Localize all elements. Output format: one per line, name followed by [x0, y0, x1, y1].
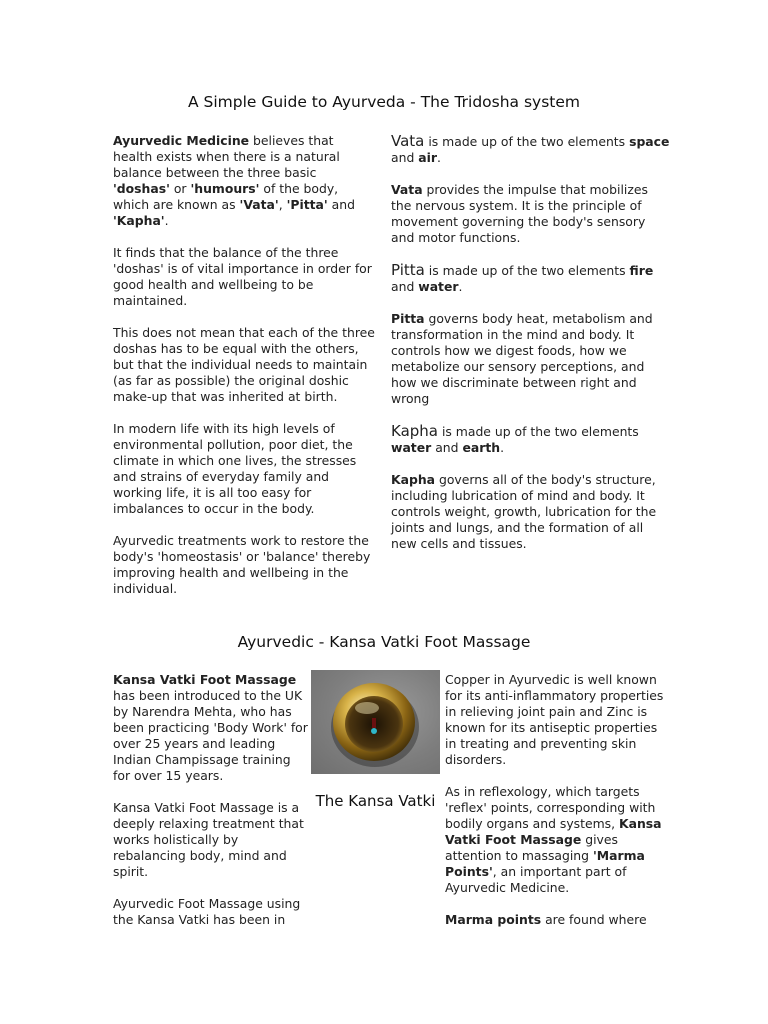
bold-text: 'Kapha'	[113, 213, 165, 228]
vata-description	[391, 182, 671, 246]
text: .	[436, 150, 441, 165]
text: .	[164, 213, 169, 228]
vata-heading	[391, 133, 671, 166]
paragraph-foot-massage: Ayurvedic Foot Massage using the Kansa Vatki has been in	[113, 896, 301, 927]
bold-text: Pitta	[391, 311, 425, 326]
pitta-description	[391, 311, 671, 407]
section-title-kansa-vatki: Ayurvedic - Kansa Vatki Foot Massage	[237, 633, 531, 651]
text: governs all of the body's structure, including lubrication of mind and body. It controls weight, growth, lubrication for the joints and lungs, and the formation of all new cells and tissues.	[391, 472, 657, 551]
text: believes that health exists when there is a natural balance between the three basic	[113, 133, 340, 180]
bold-text: Kansa Vatki Foot Massage	[445, 816, 662, 847]
paragraph-ayurvedic-medicine	[113, 133, 375, 229]
element-water: water	[391, 440, 432, 455]
text: .	[458, 279, 463, 294]
text: are found where	[541, 912, 647, 927]
text: is made up of the two elements	[438, 424, 639, 439]
dosha-name-kapha: Kapha	[391, 422, 438, 440]
bold-text: Kapha	[391, 472, 436, 487]
paragraph-treatments: Ayurvedic treatments work to restore the body's 'homeostasis' or 'balance' thereby improving health and wellbeing in the individual.	[113, 533, 371, 596]
tridosha-left-column	[113, 133, 375, 597]
text: As in reflexology, which targets 'reflex' points, corresponding with bodily organs and systems,	[445, 784, 656, 831]
paragraph-balance: It finds that the balance of the three 'doshas' is of vital importance in order for good health and wellbeing to be maintained.	[113, 245, 372, 308]
element-space: space	[629, 134, 670, 149]
element-water: water	[418, 279, 459, 294]
bold-text: 'Marma Points'	[445, 848, 645, 879]
text: has been introduced to the UK by Narendra Mehta, who has been practicing 'Body Work' for over 25 years and leading Indian Champissage training for over 15 years.	[113, 688, 308, 783]
text: is made up of the two elements	[424, 134, 630, 149]
text: or	[169, 181, 191, 196]
paragraph-relaxing: Kansa Vatki Foot Massage is a deeply relaxing treatment that works holistically by rebalancing body, mind and spirit.	[113, 800, 304, 879]
kansa-left-column	[113, 672, 308, 928]
text: of the body, which are known as	[113, 181, 339, 212]
pitta-heading	[391, 262, 671, 295]
text: gives attention to massaging	[445, 832, 618, 863]
kansa-right-column	[445, 672, 667, 928]
paragraph-introduction	[113, 672, 308, 784]
text: is made up of the two elements	[424, 263, 630, 278]
text: and	[327, 197, 355, 212]
paragraph-reflexology	[445, 784, 667, 896]
bold-text: Ayurvedic Medicine	[113, 133, 250, 148]
text: , an important part of Ayurvedic Medicine.	[445, 864, 627, 895]
bold-text: 'Vata'	[239, 197, 279, 212]
element-earth: earth	[462, 440, 501, 455]
text: and	[431, 440, 463, 455]
paragraph-marma-points	[445, 912, 667, 928]
paragraph-modern-life: In modern life with its high levels of environmental pollution, poor diet, the climate in which one lives, the stresses and strains of everyday family and working life, it is all too easy for imbalances to occur in the body.	[113, 421, 357, 516]
bold-text: 'Pitta'	[286, 197, 328, 212]
element-fire: fire	[629, 263, 654, 278]
text: and	[391, 279, 419, 294]
text: and	[391, 150, 419, 165]
kapha-heading	[391, 423, 671, 456]
element-air: air	[418, 150, 437, 165]
dosha-name-vata: Vata	[391, 132, 425, 150]
dosha-name-pitta: Pitta	[391, 261, 425, 279]
text: provides the impulse that mobilizes the nervous system. It is the principle of movement governing the body's sensory and motor functions.	[391, 182, 648, 245]
bold-text: 'doshas'	[113, 181, 170, 196]
text: governs body heat, metabolism and transformation in the mind and body. It controls how we digest foods, how we metabolize our sensory perceptions, and how we discriminate between right and wrong	[391, 311, 653, 406]
kansa-vatki-photo	[311, 670, 440, 774]
tridosha-right-column	[391, 133, 671, 552]
bold-text: Kansa Vatki Foot Massage	[113, 672, 297, 687]
text: ,	[278, 197, 287, 212]
paragraph-copper: Copper in Ayurvedic is well known for its anti-inflammatory properties in relieving joint pain and Zinc is known for its antiseptic properties in treating and preventing skin disorders.	[445, 672, 664, 767]
bold-text: Vata	[391, 182, 423, 197]
text: .	[500, 440, 505, 455]
section-title-tridosha: A Simple Guide to Ayurveda - The Tridosha system	[187, 93, 581, 111]
kapha-description	[391, 472, 671, 552]
paragraph-doshic-makeup: This does not mean that each of the three doshas has to be equal with the others, but that the individual needs to maintain (as far as possible) the original doshic make-up that was inherited at birth.	[113, 325, 375, 404]
bold-text: Marma points	[445, 912, 542, 927]
bold-text: 'humours'	[190, 181, 260, 196]
image-caption: The Kansa Vatki	[315, 792, 436, 810]
kansa-vatki-bowl-illustration	[311, 670, 440, 774]
